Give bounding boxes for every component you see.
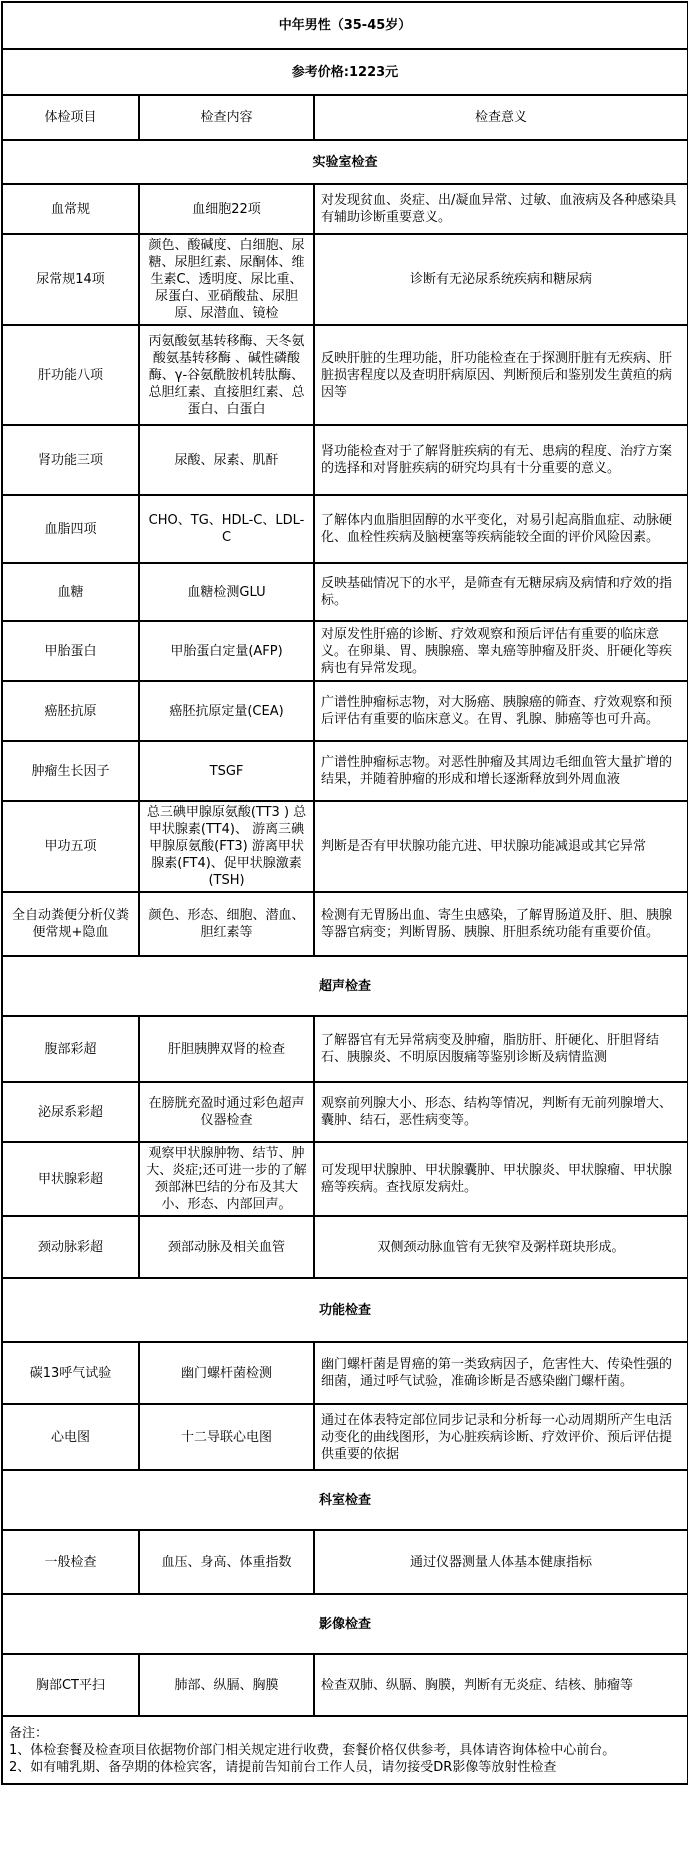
notes [2, 1716, 688, 1784]
section-row [2, 140, 688, 184]
table-row [2, 741, 688, 801]
item-meaning: 诊断有无泌尿系统疾病和糖尿病 [314, 234, 688, 325]
item-meaning: 通过在体表特定部位同步记录和分析每一心动周期所产生电活动变化的曲线图形，为心脏疾病诊断、疗效评价、预后评估提供重要的依据 [314, 1404, 688, 1470]
item-content: CHO、TG、HDL-C、LDL-C [139, 495, 314, 563]
item-name: 胸部CT平扫 [2, 1654, 139, 1716]
section-lab: 实验室检查 [2, 140, 688, 184]
item-content: 尿酸、尿素、肌酐 [139, 425, 314, 495]
section-imaging: 影像检查 [2, 1594, 688, 1654]
header-content: 检查内容 [139, 95, 314, 140]
item-content: 癌胚抗原定量(CEA) [139, 681, 314, 741]
item-meaning: 通过仪器测量人体基本健康指标 [314, 1530, 688, 1594]
table-row [2, 234, 688, 325]
item-meaning: 了解体内血脂胆固醇的水平变化，对易引起高脂血症、动脉硬化、血栓性疾病及脑梗塞等疾病能较全面的评价风险因素。 [314, 495, 688, 563]
section-ultrasound: 超声检查 [2, 956, 688, 1016]
item-name: 癌胚抗原 [2, 681, 139, 741]
item-content: 血细胞22项 [139, 184, 314, 234]
section-row [2, 1278, 688, 1342]
item-meaning: 检测有无胃肠出血、寄生虫感染，了解胃肠道及肝、胆、胰腺等器官病变；判断胃肠、胰腺、肝胆系统功能有重要价值。 [314, 892, 688, 956]
table-row [2, 1404, 688, 1470]
checkup-package-table [1, 1, 688, 1785]
table-row [2, 1016, 688, 1082]
item-meaning: 广谱性肿瘤标志物。对恶性肿瘤及其周边毛细血管大量扩增的结果，并随着肿瘤的形成和增长逐渐释放到外周血液 [314, 741, 688, 801]
section-department: 科室检查 [2, 1470, 688, 1530]
item-name: 肿瘤生长因子 [2, 741, 139, 801]
table-row [2, 1530, 688, 1594]
item-name: 肾功能三项 [2, 425, 139, 495]
item-content: 观察甲状腺肿物、结节、肿大、炎症;还可进一步的了解颈部淋巴结的分布及其大小、形态、内部回声。 [139, 1142, 314, 1216]
table-row [2, 1142, 688, 1216]
item-content: 甲胎蛋白定量(AFP) [139, 621, 314, 681]
item-content: 总三碘甲腺原氨酸(TT3 ) 总甲状腺素(TT4)、 游离三碘甲腺原氨酸(FT3) 游离甲状腺素(FT4)、促甲状腺激素(TSH) [139, 801, 314, 892]
item-meaning: 判断是否有甲状腺功能亢进、甲状腺功能减退或其它异常 [314, 801, 688, 892]
item-name: 腹部彩超 [2, 1016, 139, 1082]
item-content: 颈部动脉及相关血管 [139, 1216, 314, 1278]
item-name: 甲胎蛋白 [2, 621, 139, 681]
item-name: 一般检查 [2, 1530, 139, 1594]
item-name: 血糖 [2, 563, 139, 621]
item-meaning: 可发现甲状腺肿、甲状腺囊肿、甲状腺炎、甲状腺瘤、甲状腺癌等疾病。查找原发病灶。 [314, 1142, 688, 1216]
item-name: 血常规 [2, 184, 139, 234]
item-content: 肺部、纵膈、胸膜 [139, 1654, 314, 1716]
table-row [2, 563, 688, 621]
section-function: 功能检查 [2, 1278, 688, 1342]
table-row [2, 1342, 688, 1404]
item-name: 全自动粪便分析仪粪便常规+隐血 [2, 892, 139, 956]
item-content: 血压、身高、体重指数 [139, 1530, 314, 1594]
item-meaning: 对原发性肝癌的诊断、疗效观察和预后评估有重要的临床意义。在卵巢、胃、胰腺癌、睾丸癌等肿瘤及肝炎、肝硬化等疾病也有异常发现。 [314, 621, 688, 681]
table-row [2, 184, 688, 234]
table-row [2, 1654, 688, 1716]
item-meaning: 双侧颈动脉血管有无狭窄及粥样斑块形成。 [314, 1216, 688, 1278]
header-item: 体检项目 [2, 95, 139, 140]
section-row [2, 1470, 688, 1530]
table-row [2, 681, 688, 741]
table-row [2, 425, 688, 495]
item-content: 丙氨酸氨基转移酶、天冬氨酸氨基转移酶 、碱性磷酸酶、γ-谷氨酰胺机转肽酶、总胆红素、直接胆红素、总蛋白、白蛋白 [139, 325, 314, 425]
item-content: 十二导联心电图 [139, 1404, 314, 1470]
package-price: 参考价格:1223元 [2, 49, 688, 95]
table-row [2, 495, 688, 563]
table-row [2, 1082, 688, 1142]
item-content: 颜色、形态、细胞、潜血、胆红素等 [139, 892, 314, 956]
item-name: 肝功能八项 [2, 325, 139, 425]
header-row [2, 95, 688, 140]
item-content: 在膀胱充盈时通过彩色超声仪器检查 [139, 1082, 314, 1142]
item-name: 颈动脉彩超 [2, 1216, 139, 1278]
table-row [2, 325, 688, 425]
item-name: 碳13呼气试验 [2, 1342, 139, 1404]
section-row [2, 956, 688, 1016]
item-name: 尿常规14项 [2, 234, 139, 325]
item-content: 幽门螺杆菌检测 [139, 1342, 314, 1404]
price-row [2, 49, 688, 95]
item-name: 甲功五项 [2, 801, 139, 892]
item-content: 肝胆胰脾双肾的检查 [139, 1016, 314, 1082]
title-row [2, 2, 688, 49]
item-name: 甲状腺彩超 [2, 1142, 139, 1216]
item-meaning: 幽门螺杆菌是胃癌的第一类致病因子，危害性大、传染性强的细菌，通过呼气试验，准确诊断是否感染幽门螺杆菌。 [314, 1342, 688, 1404]
package-title: 中年男性（35-45岁） [2, 2, 688, 49]
item-meaning: 检查双肺、纵膈、胸膜，判断有无炎症、结核、肺瘤等 [314, 1654, 688, 1716]
table-row [2, 621, 688, 681]
item-content: 颜色、酸碱度、白细胞、尿糖、尿胆红素、尿酮体、维生素C、透明度、尿比重、尿蛋白、亚硝酸盐、尿胆原、尿潜血、镜检 [139, 234, 314, 325]
notes-row [2, 1716, 688, 1784]
item-name: 血脂四项 [2, 495, 139, 563]
item-name: 泌尿系彩超 [2, 1082, 139, 1142]
header-meaning: 检查意义 [314, 95, 688, 140]
notes-label: 备注： [9, 1725, 49, 1741]
note-line-1: 1、体检套餐及检查项目依据物价部门相关规定进行收费，套餐价格仅供参考，具体请咨询体检中心前台。 [9, 1742, 616, 1758]
item-meaning: 对发现贫血、炎症、出/凝血异常、过敏、血液病及各种感染具有辅助诊断重要意义。 [314, 184, 688, 234]
item-name: 心电图 [2, 1404, 139, 1470]
item-meaning: 反映基础情况下的水平，是筛查有无糖尿病及病情和疗效的指标。 [314, 563, 688, 621]
section-row [2, 1594, 688, 1654]
item-meaning: 观察前列腺大小、形态、结构等情况，判断有无前列腺增大、囊肿、结石，恶性病变等。 [314, 1082, 688, 1142]
item-meaning: 反映肝脏的生理功能，肝功能检查在于探测肝脏有无疾病、肝脏损害程度以及查明肝病原因、判断预后和鉴别发生黄疸的病因等 [314, 325, 688, 425]
note-line-2: 2、如有哺乳期、备孕期的体检宾客，请提前告知前台工作人员，请勿接受DR影像等放射性检查 [9, 1759, 557, 1775]
item-meaning: 肾功能检查对于了解肾脏疾病的有无、患病的程度、治疗方案的选择和对肾脏疾病的研究均具有十分重要的意义。 [314, 425, 688, 495]
item-meaning: 广谱性肿瘤标志物，对大肠癌、胰腺癌的筛查、疗效观察和预后评估有重要的临床意义。在胃、乳腺、肺癌等也可升高。 [314, 681, 688, 741]
item-content: TSGF [139, 741, 314, 801]
item-meaning: 了解器官有无异常病变及肿瘤，脂肪肝、肝硬化、肝胆肾结石、胰腺炎、不明原因腹痛等鉴别诊断及病情监测 [314, 1016, 688, 1082]
table-row [2, 801, 688, 892]
item-content: 血糖检测GLU [139, 563, 314, 621]
table-row [2, 892, 688, 956]
table-row [2, 1216, 688, 1278]
